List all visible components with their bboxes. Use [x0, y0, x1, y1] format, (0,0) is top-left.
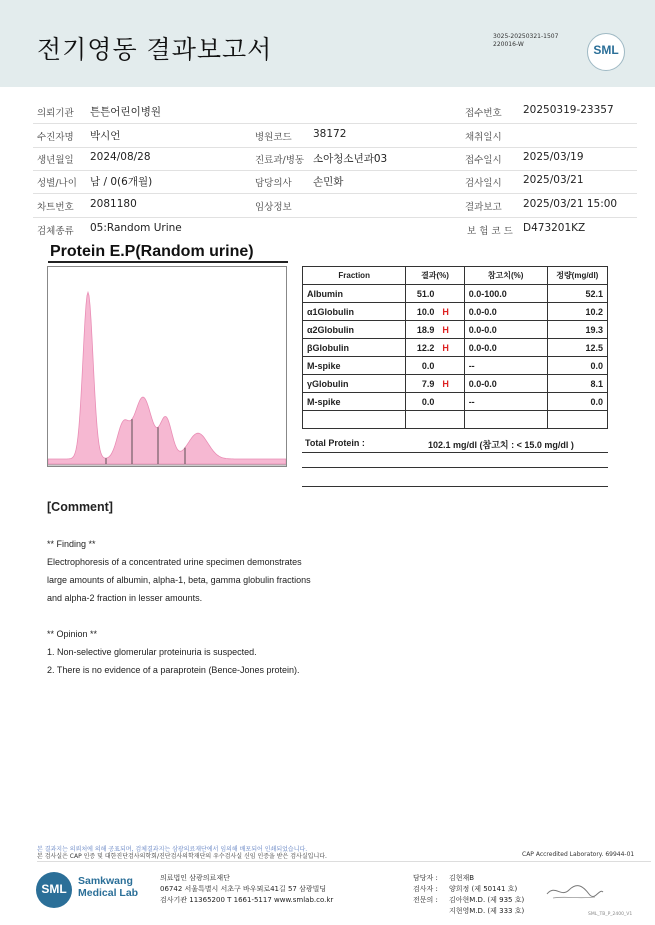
result-cell [406, 303, 464, 321]
table-row [303, 357, 608, 375]
chart-no-value: 2081180 [90, 198, 137, 210]
clinical-label: 임상정보 [255, 202, 292, 213]
ref-cell: 0.0-0.0 [464, 321, 547, 339]
form-code: SML_TB_P_2400_V1 [588, 912, 633, 917]
dept-value: 소아청소년과03 [313, 153, 388, 165]
receipt-date-label: 접수일시 [465, 155, 502, 166]
address-line: 06742 서울특별시 서초구 바우뫼로41길 57 삼광빌딩 [160, 885, 327, 893]
result-cell [406, 375, 464, 393]
sex-age-label: 성별/나이 [37, 178, 77, 189]
info-row [33, 100, 637, 124]
sml-logo-icon [36, 872, 72, 908]
staff-value: 지현영M.D. (제 333 호) [449, 907, 525, 915]
table-row [303, 321, 608, 339]
test-date-value: 2025/03/21 [523, 174, 584, 186]
col-conc: 정량(mg/dl) [547, 267, 607, 285]
conc-cell: 19.3 [547, 321, 607, 339]
lab-name [78, 875, 138, 899]
doc-id [493, 33, 558, 49]
opinion-heading: ** Opinion ** [47, 629, 98, 639]
signature-icon [545, 880, 605, 902]
table-body [303, 285, 608, 429]
conc-cell: 0.0 [547, 393, 607, 411]
address-line: 의료법인 삼광의료재단 [160, 874, 230, 882]
opinion-line: 2. There is no evidence of a paraprotein (Bence-Jones protein). [47, 665, 300, 675]
staff-key: 검사자 : [413, 885, 438, 893]
dept-label: 진료과/병동 [255, 155, 305, 166]
info-row [33, 194, 637, 218]
doc-id-line2: 220016-W [493, 41, 524, 48]
staff-value: 양희정 (제 50141 호) [449, 885, 518, 893]
staff-key: 담당자 : [413, 874, 438, 882]
result-value: 12.2 [416, 342, 435, 353]
patient-value: 박시언 [90, 130, 121, 142]
specimen-label: 검체종류 [37, 226, 74, 237]
table-header-row [303, 267, 608, 285]
doctor-label: 담당의사 [255, 178, 292, 189]
insurance-label: 보 험 코 드 [467, 226, 513, 237]
sml-logo-icon [587, 33, 625, 71]
info-row [33, 170, 637, 194]
conc-cell: 0.0 [547, 357, 607, 375]
comment-title: [Comment] [47, 500, 113, 514]
staff-key: 전문의 : [413, 896, 438, 904]
report-title: 전기영동 결과보고서 [37, 35, 273, 64]
result-cell [406, 393, 464, 411]
lab-address [160, 873, 333, 906]
section-title: Protein E.P(Random urine) [50, 243, 254, 260]
hospital-code-label: 병원코드 [255, 132, 292, 143]
table-row [303, 393, 608, 411]
logo-text: SML [593, 43, 619, 57]
ref-cell: -- [464, 393, 547, 411]
staff-value: 김현재B [449, 874, 475, 882]
col-result: 결과(%) [406, 267, 464, 285]
footer-notice: 본 검사실은 CAP 인증 및 대한진단검사의학회/진단검사의학재단의 우수검사실 신임 인증을 받은 검사실입니다. [37, 853, 327, 860]
finding-line: Electrophoresis of a concentrated urine specimen demonstrates [47, 557, 302, 567]
report-value: 2025/03/21 15:00 [523, 198, 618, 210]
sex-age-value: 남 / 0(6개월) [90, 176, 153, 188]
table-row-empty [303, 411, 608, 429]
collect-label: 채취일시 [465, 132, 502, 143]
result-value: 0.0 [421, 396, 435, 407]
result-value: 10.0 [416, 306, 435, 317]
staff-line [413, 906, 524, 917]
high-flag: H [442, 306, 449, 317]
table-row [303, 303, 608, 321]
fraction-cell: M-spike [303, 393, 406, 411]
section-underline [48, 261, 288, 263]
specimen-value: 05:Random Urine [90, 222, 182, 234]
staff-info [413, 873, 524, 917]
fraction-cell: Albumin [303, 285, 406, 303]
doc-id-line1: 3025-20250321-1507 [493, 33, 559, 40]
table-row [303, 285, 608, 303]
result-value: 0.0 [421, 360, 435, 371]
electrophoresis-chart [47, 266, 287, 467]
densitometry-trace [48, 292, 286, 464]
result-value: 7.9 [421, 378, 435, 389]
result-cell [406, 357, 464, 375]
result-cell [406, 339, 464, 357]
col-ref: 참고치(%) [464, 267, 547, 285]
high-flag: H [442, 342, 449, 353]
receipt-no-label: 접수번호 [465, 108, 502, 119]
cap-accreditation: CAP Accredited Laboratory. 69944-01 [522, 851, 635, 858]
staff-value: 김아현M.D. (제 935 호) [449, 896, 525, 904]
results-table [302, 266, 608, 429]
high-flag: H [442, 378, 449, 389]
densitometry-svg [48, 267, 286, 466]
fraction-cell: M-spike [303, 357, 406, 375]
info-row [33, 124, 637, 148]
table-row [303, 339, 608, 357]
ref-cell: 0.0-0.0 [464, 303, 547, 321]
result-cell [406, 285, 464, 303]
test-date-label: 검사일시 [465, 178, 502, 189]
receipt-date-value: 2025/03/19 [523, 151, 584, 163]
conc-cell: 52.1 [547, 285, 607, 303]
divider [302, 486, 608, 487]
chart-no-label: 차트번호 [37, 202, 74, 213]
footer-notice: 본 결과지는 의뢰처에 의해 공표되며, 검체결과지는 삼광의료재단에서 임의해 배포되어 인쇄되었습니다. [37, 846, 308, 853]
ref-cell: 0.0-0.0 [464, 375, 547, 393]
conc-cell: 10.2 [547, 303, 607, 321]
result-value: 18.9 [416, 324, 435, 335]
doctor-value: 손민화 [313, 176, 344, 188]
conc-cell: 12.5 [547, 339, 607, 357]
institution-label: 의뢰기관 [37, 108, 74, 119]
high-flag: H [442, 324, 449, 335]
ref-cell: 0.0-0.0 [464, 339, 547, 357]
footer-divider [37, 861, 651, 862]
finding-line: and alpha-2 fraction in lesser amounts. [47, 593, 203, 603]
report-header [0, 0, 655, 87]
address-line: 검사기관 11365200 T 1661-5117 www.smlab.co.kr [160, 896, 334, 904]
col-fraction: Fraction [303, 267, 406, 285]
staff-line [413, 884, 524, 895]
info-row [33, 218, 637, 241]
patient-label: 수진자명 [37, 132, 74, 143]
birth-label: 생년월일 [37, 155, 74, 166]
fraction-cell: γGlobulin [303, 375, 406, 393]
hospital-code-value: 38172 [313, 128, 347, 140]
finding-line: large amounts of albumin, alpha-1, beta, gamma globulin fractions [47, 575, 311, 585]
opinion-line: 1. Non-selective glomerular proteinuria is suspected. [47, 647, 257, 657]
info-row [33, 147, 637, 171]
total-protein-label: Total Protein : [305, 438, 365, 448]
divider [302, 467, 608, 468]
finding-heading: ** Finding ** [47, 539, 96, 549]
logo-text: SML [41, 882, 67, 896]
lab-name-line: Samkwang [78, 875, 133, 887]
result-cell [406, 321, 464, 339]
conc-cell: 8.1 [547, 375, 607, 393]
fraction-cell: βGlobulin [303, 339, 406, 357]
report-label: 결과보고 [465, 202, 502, 213]
institution-value: 튼튼어린이병원 [90, 106, 162, 118]
ref-cell: 0.0-100.0 [464, 285, 547, 303]
staff-line [413, 873, 524, 884]
birth-value: 2024/08/28 [90, 151, 151, 163]
insurance-value: D473201KZ [523, 222, 586, 234]
lab-name-line: Medical Lab [78, 887, 139, 899]
staff-line [413, 895, 524, 906]
divider [302, 452, 608, 453]
fraction-cell: α2Globulin [303, 321, 406, 339]
ref-cell: -- [464, 357, 547, 375]
result-value: 51.0 [416, 288, 435, 299]
total-protein-value: 102.1 mg/dl (참고치 : < 15.0 mg/dl ) [428, 440, 574, 450]
fraction-cell: α1Globulin [303, 303, 406, 321]
receipt-no-value: 20250319-23357 [523, 104, 614, 116]
table-row [303, 375, 608, 393]
